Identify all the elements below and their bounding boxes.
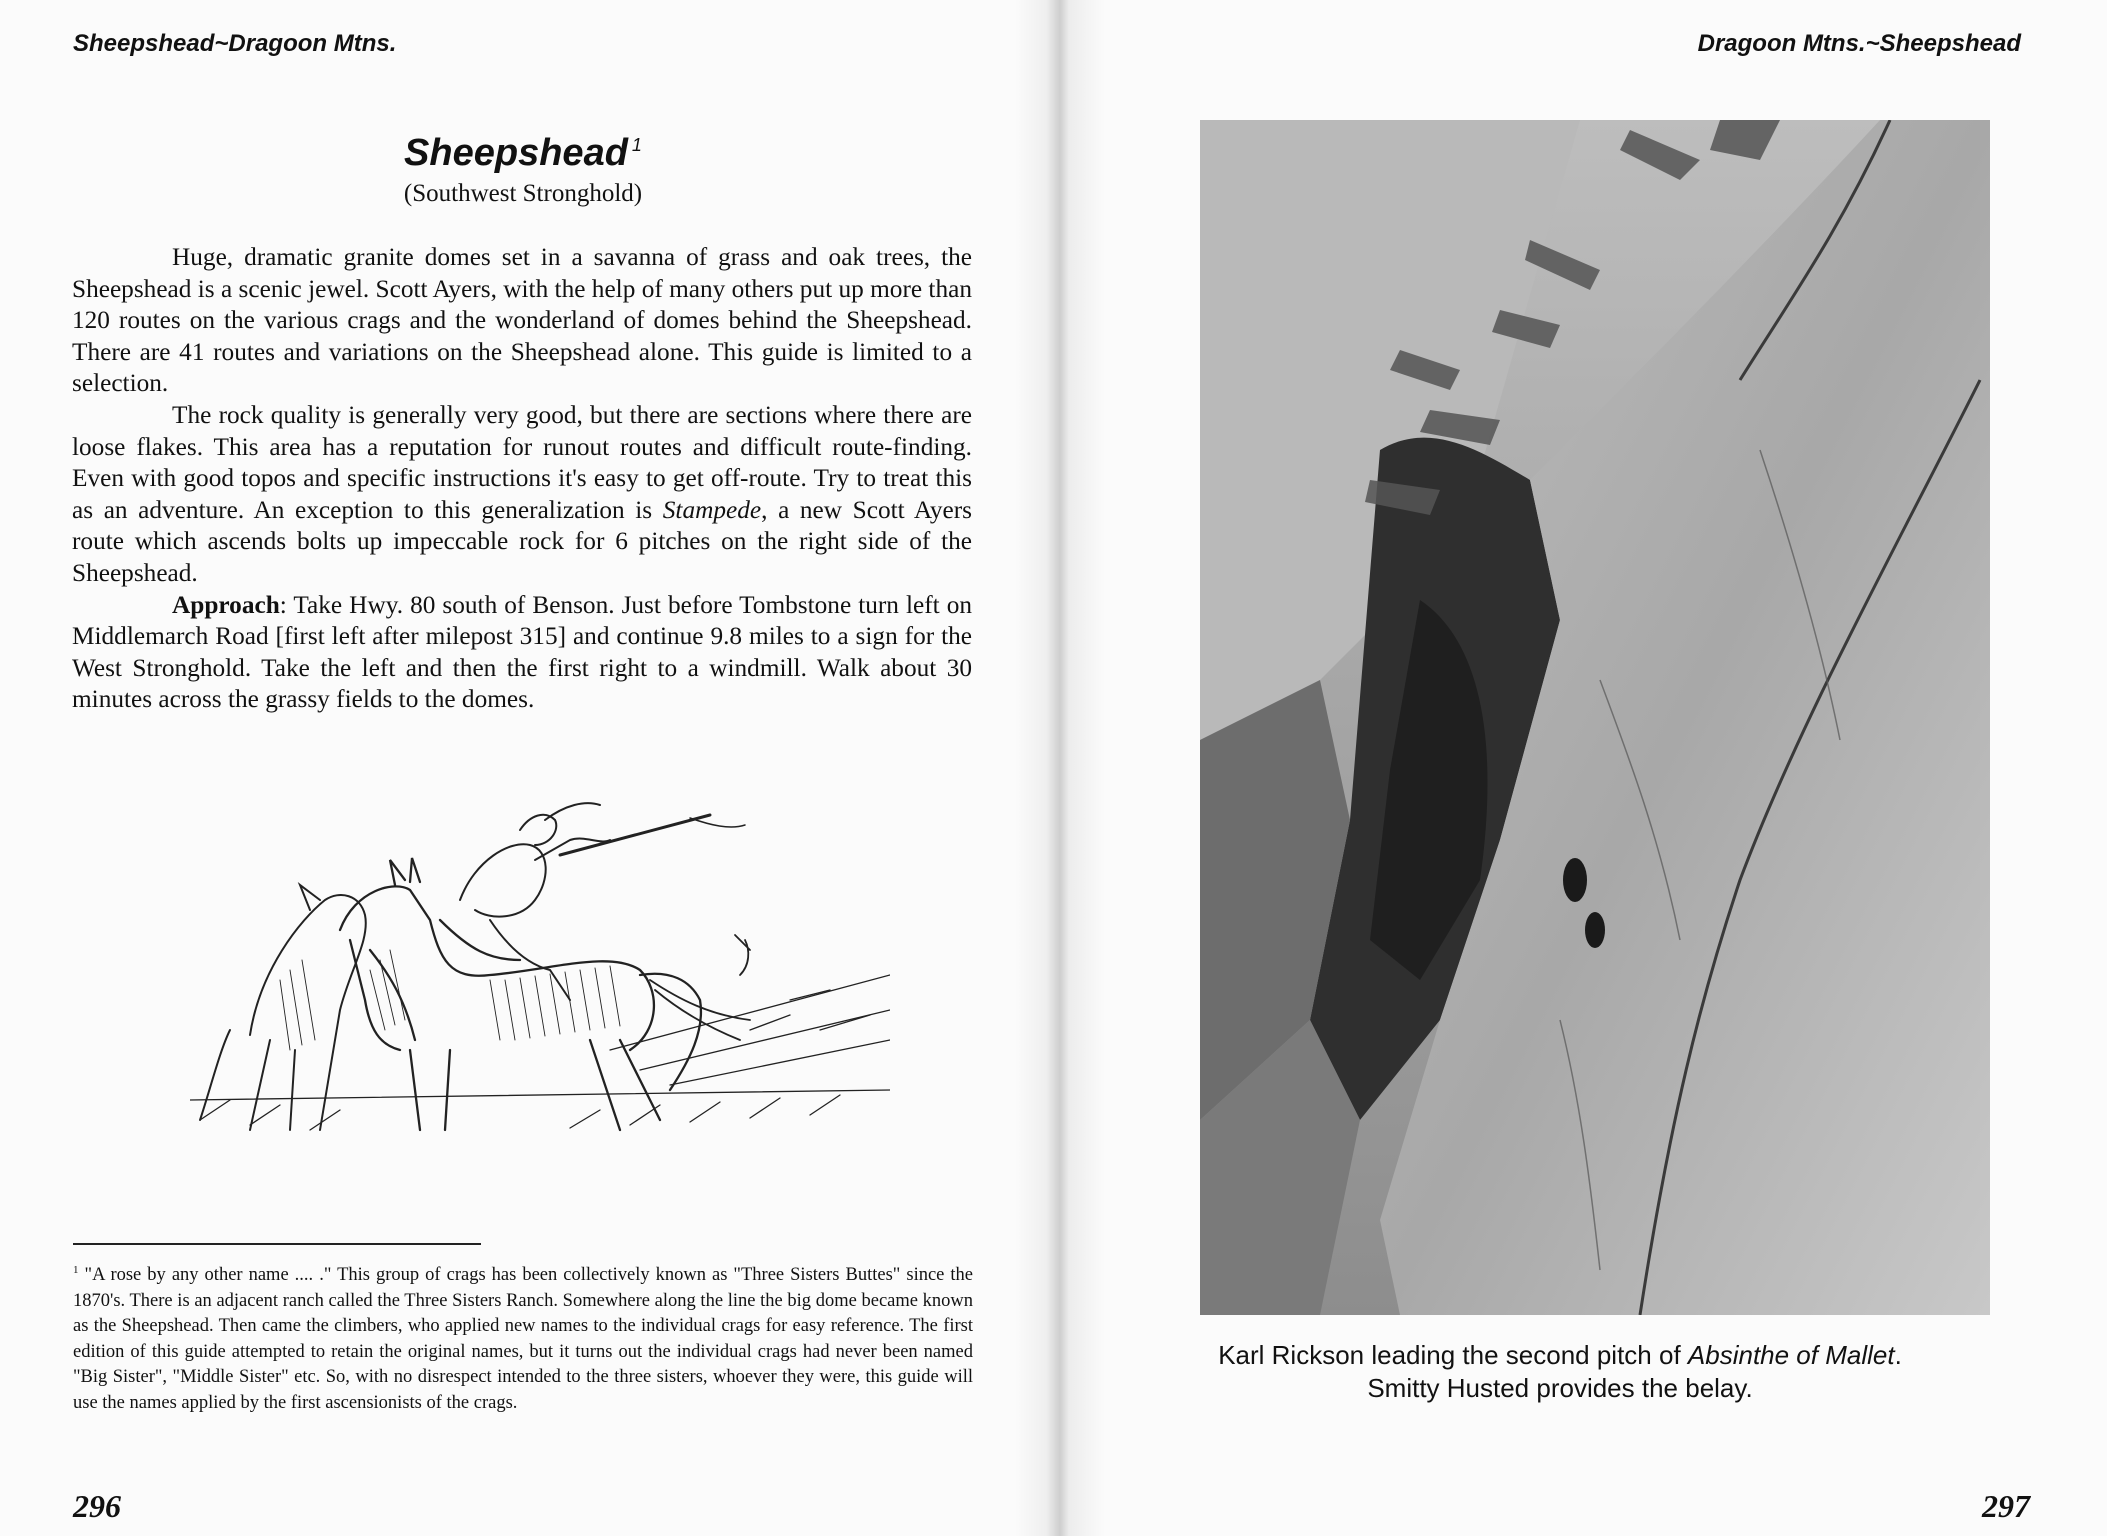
footnote-text: "A rose by any other name .... ." This group of crags has been collectively known as "Three Sisters Buttes" since the 1870's. There is an adjacent ranch called the Three Sisters Ranch. Somewhere along the line the big dome became known as the Sheepshead. Then came the climbers, who applied new names to the individual crags for easy reference. The first edition of this guide attempted to retain the original names, but it turns out the individual crags had never been named "Big Sister", "Middle Sister" etc. So, with no disrespect intended to the three sisters, whoever they were, this guide will use the names applied by the first ascensionists of the crags. [73, 1265, 974, 1413]
photo-caption [1160, 1339, 1960, 1405]
caption-line-1 [1160, 1339, 1960, 1372]
route-name-stampede: Stampede [662, 495, 762, 524]
running-head-left: Sheepshead~Dragoon Mtns. [73, 30, 397, 57]
page-number-right: 297 [1982, 1488, 2030, 1524]
caption-line-1-text: Karl Rickson leading the second pitch of [1218, 1340, 1688, 1370]
page-number-left: 296 [73, 1488, 121, 1524]
approach-text: : Take Hwy. 80 south of Benson. Just before Tombstone turn left on Middlemarch Road [first left after milepost 315] and continue 9.8 miles to a sign for the West Stronghold. Take the left and then the first right to a windmill. Walk about 30 minutes across the grassy fields to the domes. [72, 590, 972, 714]
footnote-rule [73, 1243, 481, 1245]
running-head-right: Dragoon Mtns.~Sheepshead [1697, 30, 2021, 57]
route-name-absinthe: Absinthe of Mallet [1687, 1340, 1895, 1370]
caption-line-1-end: . [1894, 1340, 1902, 1370]
title-footnote-ref: 1 [631, 135, 642, 156]
body-text [72, 242, 972, 716]
climbing-photo [1200, 120, 1990, 1315]
rock-quality-text-end: , a new Scott Ayers route which ascends bolts up impeccable rock for 6 pitches on the right side of the Sheepshead. [72, 495, 972, 587]
horse-rider-illustration [190, 800, 890, 1135]
approach-label: Approach [172, 590, 280, 619]
section-title-text: Sheepshead [404, 132, 628, 174]
rock-quality-text: The rock quality is generally very good, but there are sections where there are loose flakes. This area has a reputation for runout routes and difficult route-finding. Even with good topos and specific instructions it's easy to get off-route. Try to treat this as an adventure. An exception to this generalization is [72, 400, 972, 524]
footnote-marker: 1 [73, 1264, 79, 1276]
paragraph-approach [72, 590, 972, 716]
section-subtitle: (Southwest Stronghold) [403, 180, 643, 207]
section-title [73, 132, 973, 175]
caption-line-2: Smitty Husted provides the belay. [1367, 1373, 1753, 1403]
left-page [0, 0, 1040, 1536]
paragraph-rock-quality [72, 400, 972, 590]
right-page [1040, 0, 2107, 1536]
footnote [73, 1258, 973, 1416]
paragraph-intro: Huge, dramatic granite domes set in a savanna of grass and oak trees, the Sheepshead is a scenic jewel. Scott Ayers, with the help of many others put up more than 120 routes on the various crags and the wonderland of domes behind the Sheepshead. There are 41 routes and variations on the Sheepshead alone. This guide is limited to a selection. [72, 243, 972, 398]
